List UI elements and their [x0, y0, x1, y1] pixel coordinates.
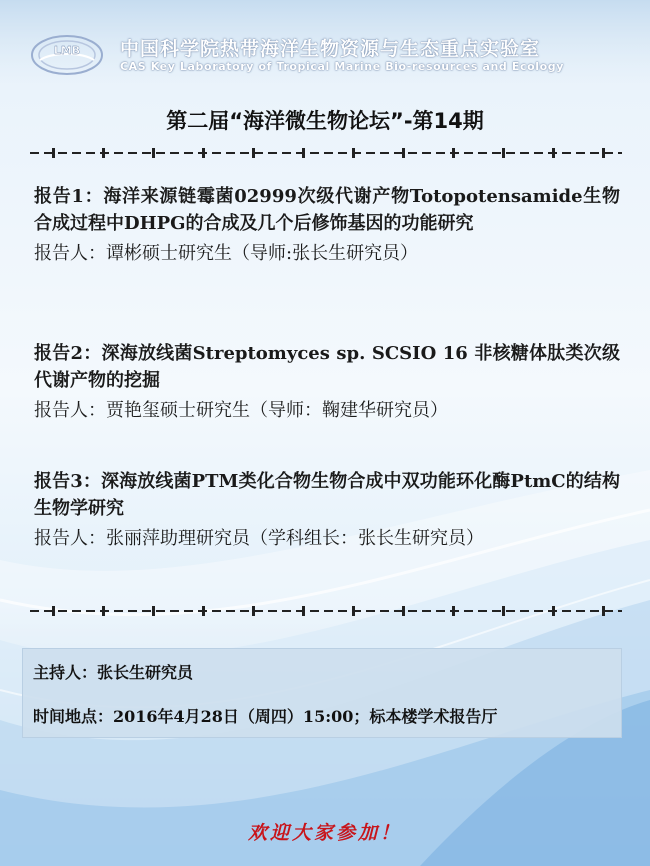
- report-3: [34, 468, 620, 554]
- report-2: [34, 340, 620, 426]
- org-name-en: CAS Key Laboratory of Tropical Marine Bio-resources and Ecology: [120, 60, 565, 73]
- report-2-speaker: 报告人：贾艳玺硕士研究生（导师：鞠建华研究员）: [34, 400, 448, 421]
- event-info-box: [22, 648, 622, 738]
- divider-top: [30, 146, 622, 160]
- divider-bottom: [30, 604, 622, 618]
- lab-header: [30, 34, 630, 80]
- lab-logo: [30, 34, 104, 76]
- report-1-speaker: 报告人：谭彬硕士研究生（导师:张长生研究员）: [34, 243, 419, 264]
- report-1-title: 报告1：海洋来源链霉菌02999次级代谢产物Totopotensamide生物合成过程中DHPG的合成及几个后修饰基因的功能研究: [34, 186, 620, 234]
- time-place-line: 时间地点：2016年4月28日（周四）15:00；标本楼学术报告厅: [33, 707, 498, 726]
- report-1: [34, 183, 620, 269]
- report-2-title: 报告2：深海放线菌Streptomyces sp. SCSIO 16 非核糖体肽类次级代谢产物的挖掘: [34, 343, 620, 391]
- org-name-cn: 中国科学院热带海洋生物资源与生态重点实验室: [120, 38, 541, 60]
- forum-title: 第二届“海洋微生物论坛”-第14期: [166, 109, 484, 133]
- report-3-title: 报告3：深海放线菌PTM类化合物生物合成中双功能环化酶PtmC的结构生物学研究: [34, 471, 620, 519]
- lab-logo-text: LMB: [53, 44, 81, 57]
- report-3-speaker: 报告人：张丽萍助理研究员（学科组长：张长生研究员）: [34, 528, 484, 549]
- host-line: 主持人：张长生研究员: [33, 663, 194, 682]
- welcome-text: 欢迎大家参加！: [247, 822, 402, 844]
